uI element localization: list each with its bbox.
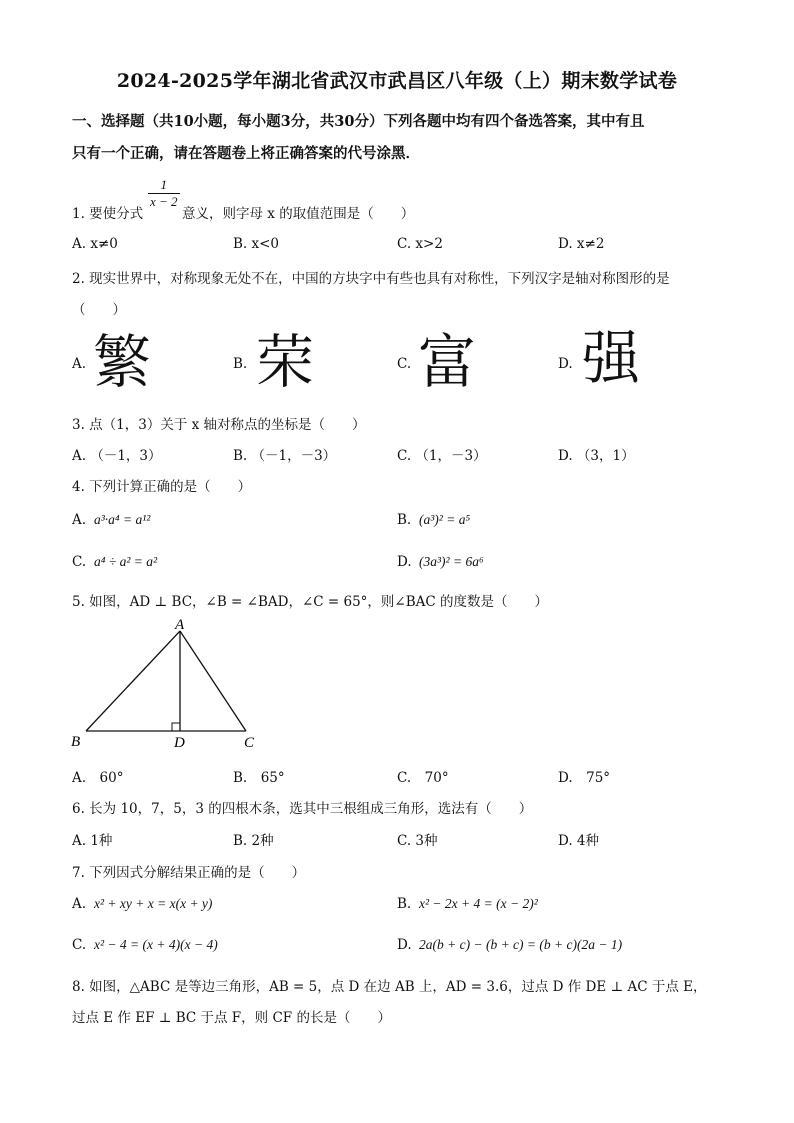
question-1-prefix: 1. 要使分式 bbox=[72, 206, 144, 222]
q2-option-c-char: 富 bbox=[418, 328, 477, 396]
q7-option-d-expr: 2a(b + c) − (b + c) = (b + c)(2a − 1) bbox=[419, 937, 623, 952]
q6-option-d: D. 4种 bbox=[558, 833, 600, 849]
q2-option-a-char: 繁 bbox=[93, 328, 152, 396]
question-4: 4. 下列计算正确的是（ ） bbox=[72, 479, 252, 495]
q4-option-a-label: A. bbox=[72, 512, 87, 528]
q6-option-a: A. 1种 bbox=[72, 833, 113, 849]
q3-option-c: C. （1，－3） bbox=[397, 448, 487, 464]
question-2-line1: 2. 现实世界中，对称现象无处不在，中国的方块字中有些也具有对称性，下列汉字是轴对称图形的是 bbox=[72, 271, 670, 287]
q2-option-c-label: C. bbox=[397, 356, 412, 372]
question-1-suffix: 意义，则字母 x 的取值范围是（ ） bbox=[182, 206, 415, 222]
q6-option-c: C. 3种 bbox=[397, 833, 438, 849]
q3-option-a: A. （－1，3） bbox=[72, 448, 162, 464]
question-1-fraction bbox=[148, 177, 180, 210]
q1-option-c: C. x>2 bbox=[397, 236, 443, 252]
q4-option-c-expr: a⁴ ÷ a² = a² bbox=[94, 554, 158, 569]
q4-option-b-expr: (a³)² = a⁵ bbox=[419, 512, 471, 527]
q7-option-b-label: B. bbox=[397, 896, 412, 912]
segment-ac bbox=[180, 631, 246, 731]
label-c: C bbox=[244, 735, 255, 751]
q1-option-d: D. x≠2 bbox=[558, 236, 605, 252]
section-instructions-line1: 一、选择题（共10小题，每小题3分，共30分）下列各题中均有四个备选答案，其中有且 bbox=[72, 113, 645, 130]
q5-option-d: D. 75° bbox=[558, 770, 611, 786]
q7-option-b-expr: x² − 2x + 4 = (x − 2)² bbox=[419, 896, 538, 911]
q2-option-d-char: 强 bbox=[582, 324, 641, 392]
q6-option-b: B. 2种 bbox=[233, 833, 274, 849]
right-angle-mark bbox=[172, 723, 180, 731]
q7-option-d-label: D. bbox=[397, 937, 412, 953]
q5-option-a: A. 60° bbox=[72, 770, 124, 786]
q4-option-d-expr: (3a³)² = 6a⁶ bbox=[419, 554, 484, 569]
q4-option-b-label: B. bbox=[397, 512, 412, 528]
q4-option-c-label: C. bbox=[72, 554, 87, 570]
q2-option-a-label: A. bbox=[72, 356, 87, 372]
q2-option-b-char: 荣 bbox=[256, 328, 315, 396]
question-8-line2: 过点 E 作 EF ⊥ BC 于点 F，则 CF 的长是（ ） bbox=[72, 1010, 391, 1026]
q7-option-a-expr: x² + xy + x = x(x + y) bbox=[94, 896, 213, 911]
label-b: B bbox=[71, 734, 81, 750]
q5-option-c: C. 70° bbox=[397, 770, 449, 786]
q5-option-b: B. 65° bbox=[233, 770, 285, 786]
q2-option-b-label: B. bbox=[233, 356, 248, 372]
q7-option-a-label: A. bbox=[72, 896, 87, 912]
question-7: 7. 下列因式分解结果正确的是（ ） bbox=[72, 865, 306, 881]
question-2-line2: （ ） bbox=[72, 302, 126, 318]
q4-option-d-label: D. bbox=[397, 554, 412, 570]
question-5: 5. 如图，AD ⊥ BC，∠B = ∠BAD，∠C = 65°，则∠BAC 的度数是（ ） bbox=[72, 594, 549, 610]
segment-ab bbox=[86, 631, 180, 731]
q1-option-a: A. x≠0 bbox=[72, 236, 118, 252]
question-3: 3. 点（1，3）关于 x 轴对称点的坐标是（ ） bbox=[72, 417, 366, 433]
q4-option-a-expr: a³·a⁴ = a¹² bbox=[94, 512, 151, 527]
page-title: 2024-2025学年湖北省武汉市武昌区八年级（上）期末数学试卷 bbox=[116, 70, 678, 92]
q3-option-d: D. （3，1） bbox=[558, 448, 635, 464]
section-instructions-line2: 只有一个正确，请在答题卷上将正确答案的代号涂黑． bbox=[72, 145, 420, 162]
q7-option-c-label: C. bbox=[72, 937, 87, 953]
label-d: D bbox=[174, 735, 185, 751]
question-6: 6. 长为 10，7，5，3 的四根木条，选其中三根组成三角形，选法有（ ） bbox=[72, 801, 533, 817]
q7-option-c-expr: x² − 4 = (x + 4)(x − 4) bbox=[94, 937, 218, 952]
q3-option-b: B. （－1，－3） bbox=[233, 448, 337, 464]
fraction-numerator: 1 bbox=[148, 177, 180, 194]
label-a: A bbox=[175, 617, 185, 633]
question-8-line1: 8. 如图，△ABC 是等边三角形，AB = 5，点 D 在边 AB 上，AD = 3.6，过点 D 作 DE ⊥ AC 于点 E， bbox=[72, 979, 707, 995]
triangle-figure bbox=[66, 614, 266, 754]
fraction-denominator: x − 2 bbox=[150, 194, 178, 209]
q1-option-b: B. x<0 bbox=[233, 236, 280, 252]
q2-option-d-label: D. bbox=[558, 356, 573, 372]
